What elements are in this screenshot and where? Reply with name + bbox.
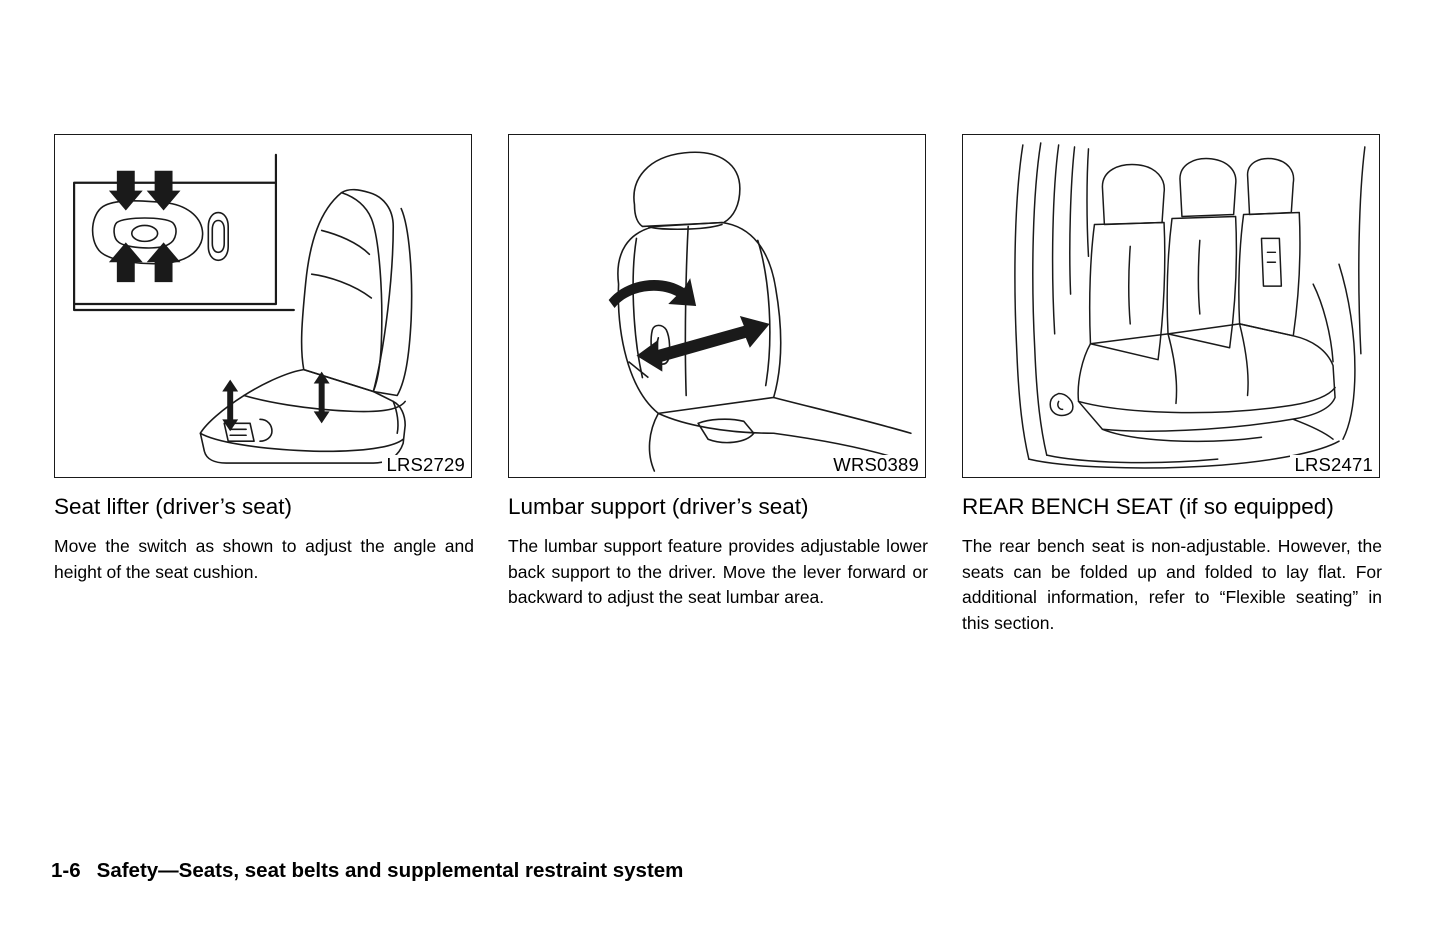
column-rear-bench-seat — [962, 134, 1382, 636]
page-number: 1-6 — [51, 859, 81, 882]
section-body: The lumbar support feature provides adjustable lower back support to the driver. Move the lever forward or backward to adjust the seat lumbar area. — [508, 536, 928, 607]
figure-seat-lifter — [54, 134, 472, 478]
section-heading: Seat lifter (driver’s seat) — [54, 494, 292, 519]
section-heading: Lumbar support (driver’s seat) — [508, 494, 809, 519]
section-body: Move the switch as shown to adjust the angle and height of the seat cushion. — [54, 536, 474, 582]
footer-title: Safety—Seats, seat belts and supplemental restraint system — [96, 859, 684, 882]
figure-code: LRS2471 — [1290, 455, 1375, 475]
lumbar-support-drawing — [509, 135, 925, 477]
figure-code: WRS0389 — [829, 455, 921, 475]
seat-lifter-drawing — [55, 135, 471, 477]
figure-lumbar-support — [508, 134, 926, 478]
column-seat-lifter — [54, 134, 474, 636]
content-columns — [54, 134, 1384, 636]
section-body: The rear bench seat is non-adjustable. However, the seats can be folded up and folded to lay flat. For additional information, refer to “Flexible seating” in this section. — [962, 536, 1382, 633]
page-footer — [51, 859, 683, 883]
rear-bench-seat-drawing — [963, 135, 1379, 477]
figure-rear-bench-seat — [962, 134, 1380, 478]
figure-code: LRS2729 — [382, 455, 467, 475]
column-lumbar-support — [508, 134, 928, 636]
section-heading: REAR BENCH SEAT (if so equipped) — [962, 494, 1334, 519]
